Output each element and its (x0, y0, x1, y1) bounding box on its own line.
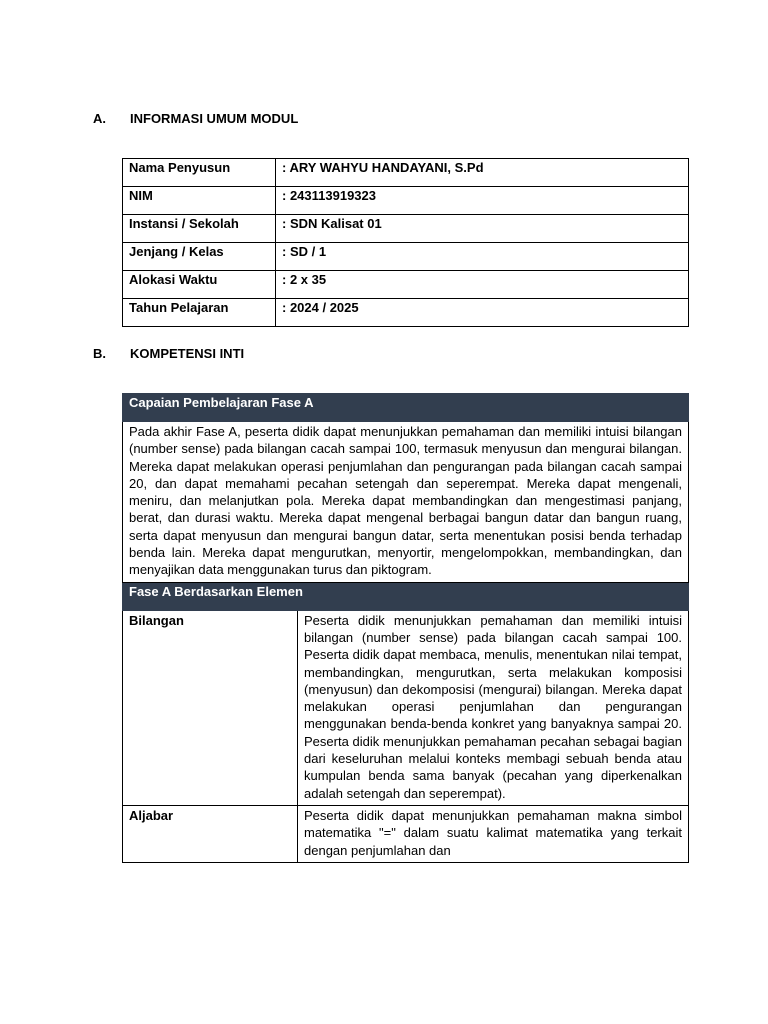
info-value: : SDN Kalisat 01 (276, 215, 689, 243)
info-label: Tahun Pelajaran (123, 299, 276, 327)
info-label: NIM (123, 187, 276, 215)
section-title: INFORMASI UMUM MODUL (130, 111, 299, 126)
element-name: Aljabar (123, 805, 298, 862)
capaian-text: Pada akhir Fase A, peserta didik dapat menunjukkan pemahaman dan memiliki intuisi bilangan (number sense) pada bilangan cacah sampai 100, termasuk menyusun dan mengurai bilangan. Mereka dapat melakukan operasi penjumlahan dan pengurangan pada bilangan cacah sampai 20, dan dapat memahami pecahan setengah dan seperempat. Mereka dapat mengenali, meniru, dan melanjutkan pola. Mereka dapat membandingkan dan mengestimasi panjang, berat, dan durasi waktu. Mereka dapat mengenal berbagai bangun datar dan bangun ruang, serta dapat menyusun dan mengurai bangun datar, serta menentukan posisi benda terhadap benda lain. Mereka dapat mengurutkan, menyortir, mengelompokkan, membandingkan, dan menyajikan data menggunakan turus dan piktogram. (123, 422, 689, 583)
info-value: : 243113919323 (276, 187, 689, 215)
element-description: Peserta didik dapat menunjukkan pemahaman makna simbol matematika "=" dalam suatu kalimat matematika yang terkait dengan penjumlahan dan (298, 805, 689, 862)
table-row (123, 299, 689, 327)
table-row (123, 271, 689, 299)
element-description: Peserta didik menunjukkan pemahaman dan memiliki intuisi bilangan (number sense) pada bilangan cacah sampai 100. Peserta didik dapat membaca, menulis, menentukan nilai tempat, membandingkan, mengurutkan, serta melakukan komposisi (menyusun) dan dekomposisi (mengurai) bilangan. Mereka dapat melakukan operasi penjumlahan dan pengurangan menggunakan benda-benda konkret yang banyaknya sampai 20. Peserta didik menunjukkan pemahaman pecahan sebagai bagian dari keseluruhan melalui konteks membagi sebuah benda atau kumpulan benda sama banyak (pecahan yang diperkenalkan adalah setengah dan seperempat). (298, 610, 689, 805)
section-title: KOMPETENSI INTI (130, 346, 245, 361)
element-name: Bilangan (123, 610, 298, 805)
section-letter: B. (93, 346, 106, 361)
table-header-row (123, 582, 689, 610)
table-row (123, 215, 689, 243)
capaian-header: Capaian Pembelajaran Fase A (123, 394, 689, 422)
info-label: Alokasi Waktu (123, 271, 276, 299)
fase-elemen-header: Fase A Berdasarkan Elemen (123, 582, 689, 610)
info-value: : 2 x 35 (276, 271, 689, 299)
table-row (123, 422, 689, 583)
table-row (123, 159, 689, 187)
table-row (123, 243, 689, 271)
kompetensi-table (122, 393, 689, 863)
table-row (123, 187, 689, 215)
section-letter: A. (93, 111, 106, 126)
info-label: Instansi / Sekolah (123, 215, 276, 243)
table-row (123, 610, 689, 805)
info-label: Nama Penyusun (123, 159, 276, 187)
table-header-row (123, 394, 689, 422)
table-row (123, 805, 689, 862)
info-label: Jenjang / Kelas (123, 243, 276, 271)
info-value: : 2024 / 2025 (276, 299, 689, 327)
section-heading-b (93, 346, 244, 362)
module-info-table (122, 158, 689, 327)
info-value: : SD / 1 (276, 243, 689, 271)
info-value: : ARY WAHYU HANDAYANI, S.Pd (276, 159, 689, 187)
section-heading-a (93, 111, 298, 127)
